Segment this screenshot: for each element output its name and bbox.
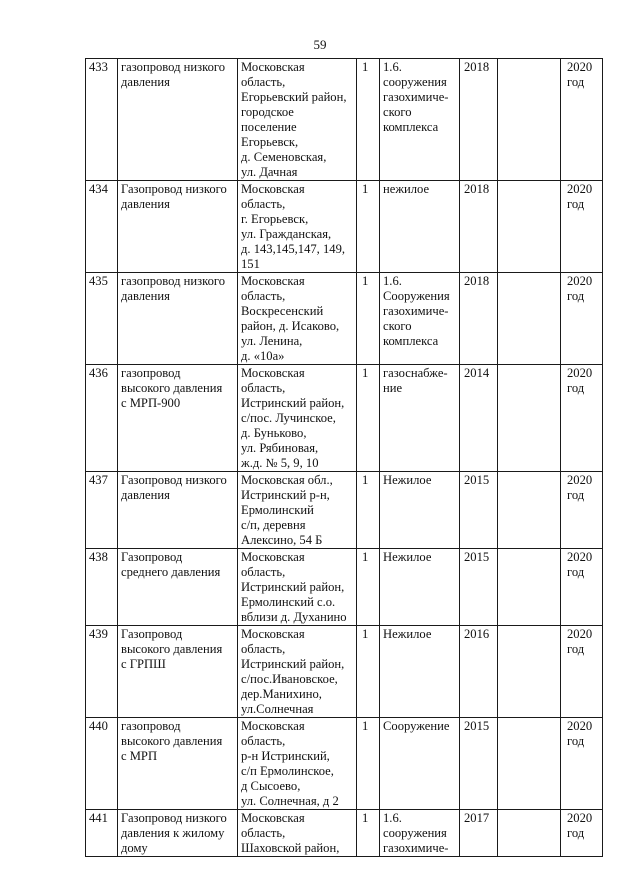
table-row [86,549,603,626]
quantity-cell: 1 [357,626,380,718]
object-type-cell: Нежилое [380,626,460,718]
object-name-cell: газопровод низкого давления [118,59,238,181]
object-type-cell: 1.6. сооружения газохимиче- [380,810,460,857]
table-row [86,472,603,549]
property-table [85,58,603,857]
year-built-cell: 2015 [460,472,498,549]
empty-cell [498,59,561,181]
year-built-cell: 2017 [460,810,498,857]
object-type-cell: газоснабже- ние [380,365,460,472]
address-cell: Московская область, Воскресенский район, д. Исаково, ул. Ленина, д. «10а» [238,273,357,365]
quantity-cell: 1 [357,365,380,472]
object-type-cell: Нежилое [380,472,460,549]
object-type-cell: нежилое [380,181,460,273]
quantity-cell: 1 [357,810,380,857]
table-row [86,273,603,365]
plan-year-cell: 2020 год [561,59,603,181]
object-name-cell: Газопровод высокого давления с ГРПШ [118,626,238,718]
plan-year-cell: 2020 год [561,810,603,857]
row-number-cell: 440 [86,718,118,810]
empty-cell [498,626,561,718]
year-built-cell: 2015 [460,718,498,810]
year-built-cell: 2014 [460,365,498,472]
plan-year-cell: 2020 год [561,549,603,626]
empty-cell [498,718,561,810]
empty-cell [498,365,561,472]
quantity-cell: 1 [357,59,380,181]
address-cell: Московская область, р-н Истринский, с/п Ермолинское, д Сысоево, ул. Солнечная, д 2 [238,718,357,810]
table-row [86,718,603,810]
plan-year-cell: 2020 год [561,718,603,810]
year-built-cell: 2018 [460,181,498,273]
row-number-cell: 438 [86,549,118,626]
address-cell: Московская область, Истринский район, с/пос.Ивановское, дер.Манихино, ул.Солнечная [238,626,357,718]
object-name-cell: Газопровод низкого давления к жилому дому [118,810,238,857]
plan-year-cell: 2020 год [561,273,603,365]
object-name-cell: газопровод высокого давления с МРП [118,718,238,810]
quantity-cell: 1 [357,472,380,549]
object-name-cell: Газопровод среднего давления [118,549,238,626]
row-number-cell: 437 [86,472,118,549]
address-cell: Московская область, Егорьевский район, городское поселение Егорьевск, д. Семеновская, ул. Дачная [238,59,357,181]
empty-cell [498,472,561,549]
row-number-cell: 441 [86,810,118,857]
year-built-cell: 2018 [460,59,498,181]
plan-year-cell: 2020 год [561,365,603,472]
address-cell: Московская область, Истринский район, с/пос. Лучинское, д. Буньково, ул. Рябиновая, ж.д. № 5, 9, 10 [238,365,357,472]
empty-cell [498,810,561,857]
plan-year-cell: 2020 год [561,626,603,718]
object-type-cell: 1.6. Сооружения газохимиче- ского комплекса [380,273,460,365]
object-name-cell: газопровод высокого давления с МРП-900 [118,365,238,472]
table-row [86,365,603,472]
address-cell: Московская область, г. Егорьевск, ул. Гражданская, д. 143,145,147, 149, 151 [238,181,357,273]
quantity-cell: 1 [357,549,380,626]
object-name-cell: Газопровод низкого давления [118,181,238,273]
year-built-cell: 2015 [460,549,498,626]
page-number: 59 [313,37,327,52]
object-name-cell: Газопровод низкого давления [118,472,238,549]
empty-cell [498,273,561,365]
object-name-cell: газопровод низкого давления [118,273,238,365]
table-row [86,59,603,181]
table-row [86,810,603,857]
row-number-cell: 439 [86,626,118,718]
empty-cell [498,549,561,626]
object-type-cell: 1.6. сооружения газохимиче- ского комплекса [380,59,460,181]
row-number-cell: 434 [86,181,118,273]
object-type-cell: Нежилое [380,549,460,626]
table-body [86,59,603,857]
year-built-cell: 2018 [460,273,498,365]
table-row [86,626,603,718]
row-number-cell: 436 [86,365,118,472]
row-number-cell: 433 [86,59,118,181]
quantity-cell: 1 [357,273,380,365]
empty-cell [498,181,561,273]
quantity-cell: 1 [357,181,380,273]
plan-year-cell: 2020 год [561,472,603,549]
table-row [86,181,603,273]
year-built-cell: 2016 [460,626,498,718]
address-cell: Московская область, Истринский район, Ермолинский с.о. вблизи д. Духанино [238,549,357,626]
plan-year-cell: 2020 год [561,181,603,273]
object-type-cell: Сооружение [380,718,460,810]
address-cell: Московская обл., Истринский р-н, Ермолинский с/п, деревня Алексино, 54 Б [238,472,357,549]
quantity-cell: 1 [357,718,380,810]
row-number-cell: 435 [86,273,118,365]
address-cell: Московская область, Шаховской район, [238,810,357,857]
